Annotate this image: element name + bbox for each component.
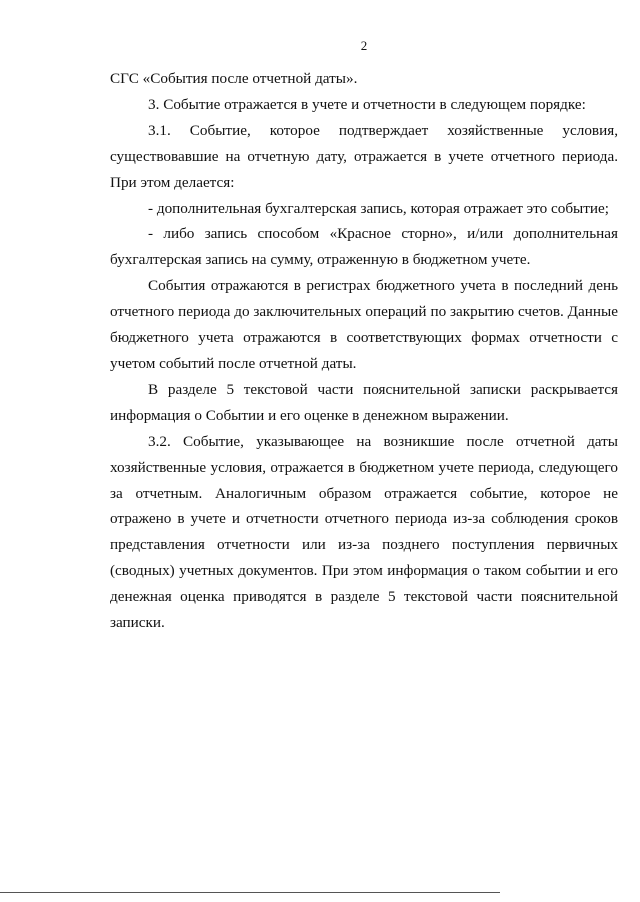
paragraph-sgs-reference: СГС «События после отчетной даты».	[110, 70, 358, 87]
paragraph-section-3-1: 3.1. Событие, которое подтверждает хозяйственные условия, существовавшие на отчетную дату, отражается в учете отчетного периода. При этом делается:	[110, 121, 618, 191]
document-body	[110, 66, 618, 636]
list-item-additional-entry: - дополнительная бухгалтерская запись, которая отражает это событие;	[148, 199, 609, 217]
paragraph-section-3-2: 3.2. Событие, указывающее на возникшие после отчетной даты хозяйственные условия, отражается в бюджетном учете периода, следующего за отчетным. Аналогичным образом отражается событие, которое не отражено в учете и отчетности отчетного периода из-за соблюдения сроков представления отчетности или из-за позднего поступления первичных (сводных) учетных документов. При этом информация о таком событии и его денежная оценка приводятся в разделе 5 текстовой части пояснительной записки.	[110, 432, 618, 632]
paragraph-registers: События отражаются в регистрах бюджетного учета в последний день отчетного периода до заключительных операций по закрытию счетов. Данные бюджетного учета отражаются в соответствующих формах отчетности с учетом событий после отчетной даты.	[110, 277, 618, 372]
bottom-scan-rule	[0, 892, 500, 893]
page-number: 2	[360, 38, 368, 53]
list-item-red-storno: - либо запись способом «Красное сторно», и/или дополнительная бухгалтерская запись на сумму, отраженную в бюджетном учете.	[110, 225, 618, 269]
paragraph-section-3: 3. Событие отражается в учете и отчетности в следующем порядке:	[148, 95, 586, 113]
paragraph-disclosure: В разделе 5 текстовой части пояснительной записки раскрывается информация о Событии и его оценке в денежном выражении.	[110, 380, 618, 424]
